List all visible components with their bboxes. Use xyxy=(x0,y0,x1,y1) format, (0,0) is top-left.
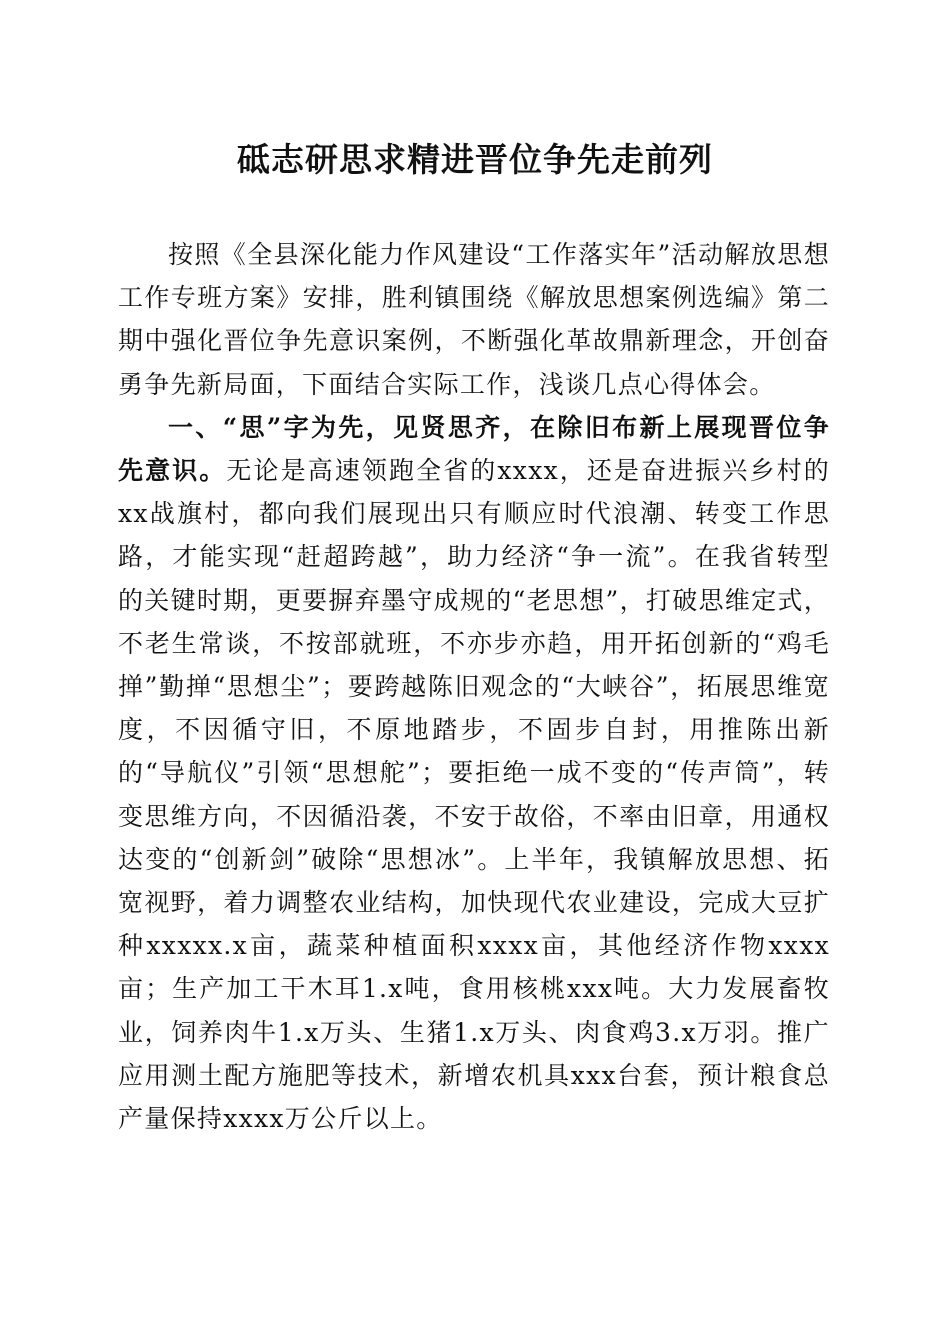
section-one-paragraph xyxy=(118,406,830,1140)
document-title: 砥志研思求精进晋位争先走前列 xyxy=(237,140,713,179)
intro-paragraph xyxy=(118,233,830,406)
section-one-heading: 一、“思”字为先，见贤思齐，在除旧布新上展现晋位争先意识。 xyxy=(118,412,830,486)
section-one-text: 无论是高速领跑全省的xxxx，还是奋进振兴乡村的xx战旗村，都向我们展现出只有顺应时代浪潮、转变工作思路，才能实现“赶超跨越”，助力经济“争一流”。在我省转型的关键时期，更要摒弃墨守成规的“老思想”，打破思维定式，不老生常谈，不按部就班，不亦步亦趋，用开拓创新的“鸡毛掸”勤掸“思想尘”；要跨越陈旧观念的“大峡谷”，拓展思维宽度，不因循守旧，不原地踏步，不固步自封，用推陈出新的“导航仪”引领“思想舵”；要拒绝一成不变的“传声筒”，转变思维方向，不因循沿袭，不安于故俗，不率由旧章，用通权达变的“创新剑”破除“思想冰”。上半年，我镇解放思想、拓宽视野，着力调整农业结构，加快现代农业建设，完成大豆扩种xxxxx.x亩，蔬菜种植面积xxxx亩，其他经济作物xxxx亩；生产加工干木耳1.x吨，食用核桃xxx吨。大力发展畜牧业，饲养肉牛1.x万头、生猪1.x万头、肉食鸡3.x万羽。推广应用测土配方施肥等技术，新增农机具xxx台套，预计粮食总产量保持xxxx万公斤以上。 xyxy=(118,456,830,1134)
document-body xyxy=(118,233,830,1140)
intro-paragraph-text: 按照《全县深化能力作风建设“工作落实年”活动解放思想工作专班方案》安排，胜利镇围绕《解放思想案例选编》第二期中强化晋位争先意识案例，不断强化革故鼎新理念，开创奋勇争先新局面，下面结合实际工作，浅谈几点心得体会。 xyxy=(118,240,830,399)
